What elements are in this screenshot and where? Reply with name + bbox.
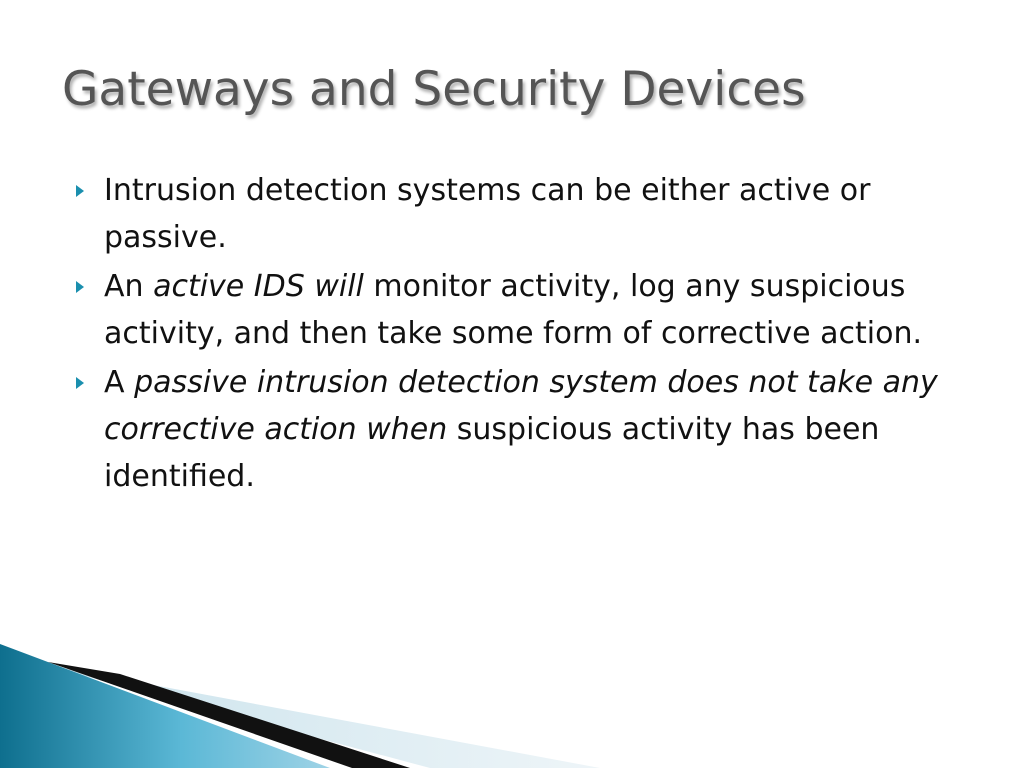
footer-swoosh-decoration	[0, 644, 1024, 768]
bullet-text: An	[104, 269, 154, 304]
triangle-bullet-icon	[76, 185, 84, 197]
bullet-text: suspicious activity has been identified.	[104, 412, 880, 494]
bullet-item	[74, 263, 964, 357]
triangle-bullet-icon	[76, 281, 84, 293]
bullet-text: Intrusion detection systems can be either active or passive.	[104, 173, 871, 255]
bullet-item	[74, 359, 964, 500]
bullet-italic-text: active IDS will	[153, 269, 364, 304]
bullet-list	[74, 167, 964, 502]
bullet-italic-text: passive intrusion detection system does not take any corrective action when	[104, 365, 938, 447]
slide-title: Gateways and Security Devices	[62, 62, 806, 117]
swoosh-blue-band	[0, 644, 330, 768]
bullet-text: monitor activity, log any suspicious activity, and then take some form of corrective action.	[104, 269, 922, 351]
bullet-item	[74, 167, 964, 261]
triangle-bullet-icon	[76, 377, 84, 389]
bullet-text: A	[104, 365, 135, 400]
